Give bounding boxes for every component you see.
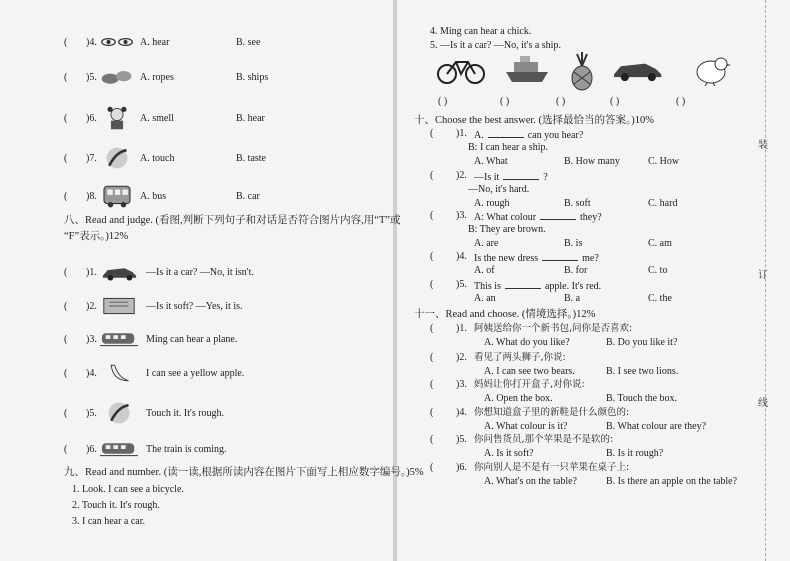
answer-paren[interactable]: ( <box>64 37 68 48</box>
picture-answer-paren[interactable]: ( ) <box>556 96 566 107</box>
choose-question <box>474 251 599 265</box>
book-icon <box>100 293 138 324</box>
situation-paren[interactable]: ( <box>430 462 434 473</box>
question-text-end: me? <box>582 253 599 264</box>
option-c: C. to <box>648 265 668 276</box>
option-a: A. bus <box>140 191 167 202</box>
situation-number: )5. <box>456 434 467 445</box>
option-a: A. I can see two bears. <box>484 366 575 377</box>
choose-paren[interactable]: ( <box>430 251 434 262</box>
question-number: )6. <box>86 113 97 124</box>
section9-title: 九、Read and number. (读一读,根据所读内容在图片下面写上相应数字编号。)5% <box>64 467 424 478</box>
judge-number: )1. <box>86 267 97 278</box>
situation-number: )3. <box>456 379 467 390</box>
option-c: C. am <box>648 238 672 249</box>
choose-question <box>474 279 601 293</box>
option-a: A. of <box>474 265 495 276</box>
side-char-2: 订 <box>758 270 768 281</box>
question-number: )8. <box>86 191 97 202</box>
judge-sentence: —Is it soft? —Yes, it is. <box>146 301 243 312</box>
option-a: A. What <box>474 156 508 167</box>
judge-paren[interactable]: ( <box>64 334 68 345</box>
choose-number: )2. <box>456 170 467 181</box>
option-b: B. hear <box>236 113 265 124</box>
option-a: A. What do you like? <box>484 337 570 348</box>
number-item-3: 3. I can hear a car. <box>72 516 146 527</box>
option-b: B. ships <box>236 72 269 83</box>
option-b: B. Is it rough? <box>606 448 664 459</box>
option-b: B. see <box>236 37 261 48</box>
situation-paren[interactable]: ( <box>430 407 434 418</box>
question-text-end: apple. It's red. <box>544 281 602 292</box>
answer-paren[interactable]: ( <box>64 153 68 164</box>
chick-icon <box>686 52 740 91</box>
option-a: A. Is it soft? <box>484 448 534 459</box>
girl-icon <box>100 105 134 136</box>
situation-question: 看见了两头狮子,你说: <box>474 352 566 363</box>
side-char-3: 线 <box>758 398 768 409</box>
side-char-1: 装 <box>758 140 768 151</box>
car-icon <box>610 52 664 91</box>
option-c: C. hard <box>648 198 678 209</box>
section10-title: 十、Choose the best answer. (选择最恰当的答案。)10% <box>414 115 655 126</box>
situation-number: )1. <box>456 323 467 334</box>
question-text: A: What colour <box>474 212 537 223</box>
question-number: )4. <box>86 37 97 48</box>
choose-question <box>474 210 602 224</box>
answer-paren[interactable]: ( <box>64 72 68 83</box>
answer-paren[interactable]: ( <box>64 191 68 202</box>
option-a: A. are <box>474 238 499 249</box>
choose-subline: B: I can hear a ship. <box>468 142 548 153</box>
situation-question: 你想知道盒子里的新鞋是什么颜色的: <box>474 407 630 418</box>
situation-number: )4. <box>456 407 467 418</box>
section8-title-cont: “F”表示。)12% <box>64 231 129 242</box>
picture-answer-paren[interactable]: ( ) <box>610 96 620 107</box>
judge-sentence: Ming can hear a plane. <box>146 334 238 345</box>
option-b: B. a <box>564 293 581 304</box>
answer-blank[interactable] <box>488 128 524 138</box>
answer-blank[interactable] <box>505 279 541 289</box>
option-a: A. smell <box>140 113 174 124</box>
option-b: B. is <box>564 238 583 249</box>
situation-paren[interactable]: ( <box>430 379 434 390</box>
situation-paren[interactable]: ( <box>430 323 434 334</box>
judge-number: )3. <box>86 334 97 345</box>
option-b: B. Is there an apple on the table? <box>606 476 738 487</box>
judge-sentence: The train is coming. <box>146 444 227 455</box>
eyes-icon <box>100 29 134 60</box>
judge-sentence: I can see a yellow apple. <box>146 368 245 379</box>
option-a: A. What colour is it? <box>484 421 568 432</box>
option-a: A. hear <box>140 37 170 48</box>
answer-paren[interactable]: ( <box>64 113 68 124</box>
situation-number: )2. <box>456 352 467 363</box>
choose-subline: B: They are brown. <box>468 224 546 235</box>
option-b: B. car <box>236 191 260 202</box>
section8-title: 八、Read and judge. (看图,判断下列句子和对话是否符合图片内容,用“T”或 <box>64 215 401 226</box>
question-text: This is <box>474 281 501 292</box>
option-b: B. How many <box>564 156 620 167</box>
answer-blank[interactable] <box>503 170 539 180</box>
choose-number: )3. <box>456 210 467 221</box>
question-text: Is the new dress <box>474 253 539 264</box>
question-text: A. <box>474 130 484 141</box>
question-number: )7. <box>86 153 97 164</box>
question-text-end: ? <box>543 172 548 183</box>
bicycle-icon <box>434 52 488 91</box>
question-text-end: they? <box>580 212 602 223</box>
judge-sentence: —Is it a car? —No, it isn't. <box>146 267 254 278</box>
number-item-4: 4. Ming can hear a chick. <box>430 26 532 37</box>
judge-paren[interactable]: ( <box>64 368 68 379</box>
option-a: A. What's on the table? <box>484 476 577 487</box>
situation-question: 妈妈让你打开盒子,对你说: <box>474 379 585 390</box>
hand-icon <box>100 145 134 176</box>
option-c: C. the <box>648 293 672 304</box>
choose-paren[interactable]: ( <box>430 279 434 290</box>
number-item-2: 2. Touch it. It's rough. <box>72 500 160 511</box>
option-a: A. rough <box>474 198 510 209</box>
choose-number: )5. <box>456 279 467 290</box>
judge-number: )4. <box>86 368 97 379</box>
choose-number: )4. <box>456 251 467 262</box>
picture-answer-paren[interactable]: ( ) <box>500 96 510 107</box>
judge-number: )6. <box>86 444 97 455</box>
option-a: A. Open the box. <box>484 393 553 404</box>
option-b: B. soft <box>564 198 591 209</box>
question-text-end: can you hear? <box>527 130 584 141</box>
situation-number: )6. <box>456 462 467 473</box>
judge-sentence: Touch it. It's rough. <box>146 408 225 419</box>
judge-paren[interactable]: ( <box>64 267 68 278</box>
answer-blank[interactable] <box>542 251 578 261</box>
stones-icon <box>100 64 134 95</box>
option-b: B. Touch the box. <box>606 393 678 404</box>
banana-icon <box>100 360 138 391</box>
option-a: A. ropes <box>140 72 174 83</box>
choose-paren[interactable]: ( <box>430 210 434 221</box>
answer-blank[interactable] <box>540 210 576 220</box>
option-a: A. touch <box>140 153 175 164</box>
choose-number: )1. <box>456 128 467 139</box>
option-b: B. taste <box>236 153 266 164</box>
train-icon <box>100 436 138 467</box>
choose-question <box>474 170 548 184</box>
picture-answer-paren[interactable]: ( ) <box>676 96 686 107</box>
choose-subline: —No, it's hard. <box>468 184 530 195</box>
judge-number: )2. <box>86 301 97 312</box>
question-number: )5. <box>86 72 97 83</box>
choose-paren[interactable]: ( <box>430 170 434 181</box>
choose-question <box>474 128 583 142</box>
question-text: —Is it <box>474 172 500 183</box>
option-c: C. How <box>648 156 680 167</box>
option-b: B. Do you like it? <box>606 337 678 348</box>
situation-question: 阿姨送给你一个新书包,问你是否喜欢: <box>474 323 633 334</box>
situation-paren[interactable]: ( <box>430 434 434 445</box>
judge-paren[interactable]: ( <box>64 408 68 419</box>
option-a: A. an <box>474 293 496 304</box>
situation-paren[interactable]: ( <box>430 352 434 363</box>
option-b: B. What colour are they? <box>606 421 707 432</box>
situation-question: 你向别人是不是有一只苹果在桌子上: <box>474 462 630 473</box>
option-b: B. for <box>564 265 588 276</box>
judge-number: )5. <box>86 408 97 419</box>
car-icon <box>100 259 138 290</box>
pineapple-icon <box>566 52 598 97</box>
hand-icon <box>100 400 138 431</box>
number-item-5: 5. —Is it a car? —No, it's a ship. <box>430 40 561 51</box>
option-b: B. I see two lions. <box>606 366 679 377</box>
judge-paren[interactable]: ( <box>64 301 68 312</box>
situation-question: 你问售货员,那个苹果是不是软的: <box>474 434 614 445</box>
choose-paren[interactable]: ( <box>430 128 434 139</box>
section11-title: 十一、Read and choose. (情境选择。)12% <box>414 309 596 320</box>
judge-paren[interactable]: ( <box>64 444 68 455</box>
picture-answer-paren[interactable]: ( ) <box>438 96 448 107</box>
number-item-1: 1. Look. I can see a bicycle. <box>72 484 184 495</box>
ship-icon <box>500 52 554 91</box>
train-icon <box>100 326 138 357</box>
bus-icon <box>100 183 134 214</box>
